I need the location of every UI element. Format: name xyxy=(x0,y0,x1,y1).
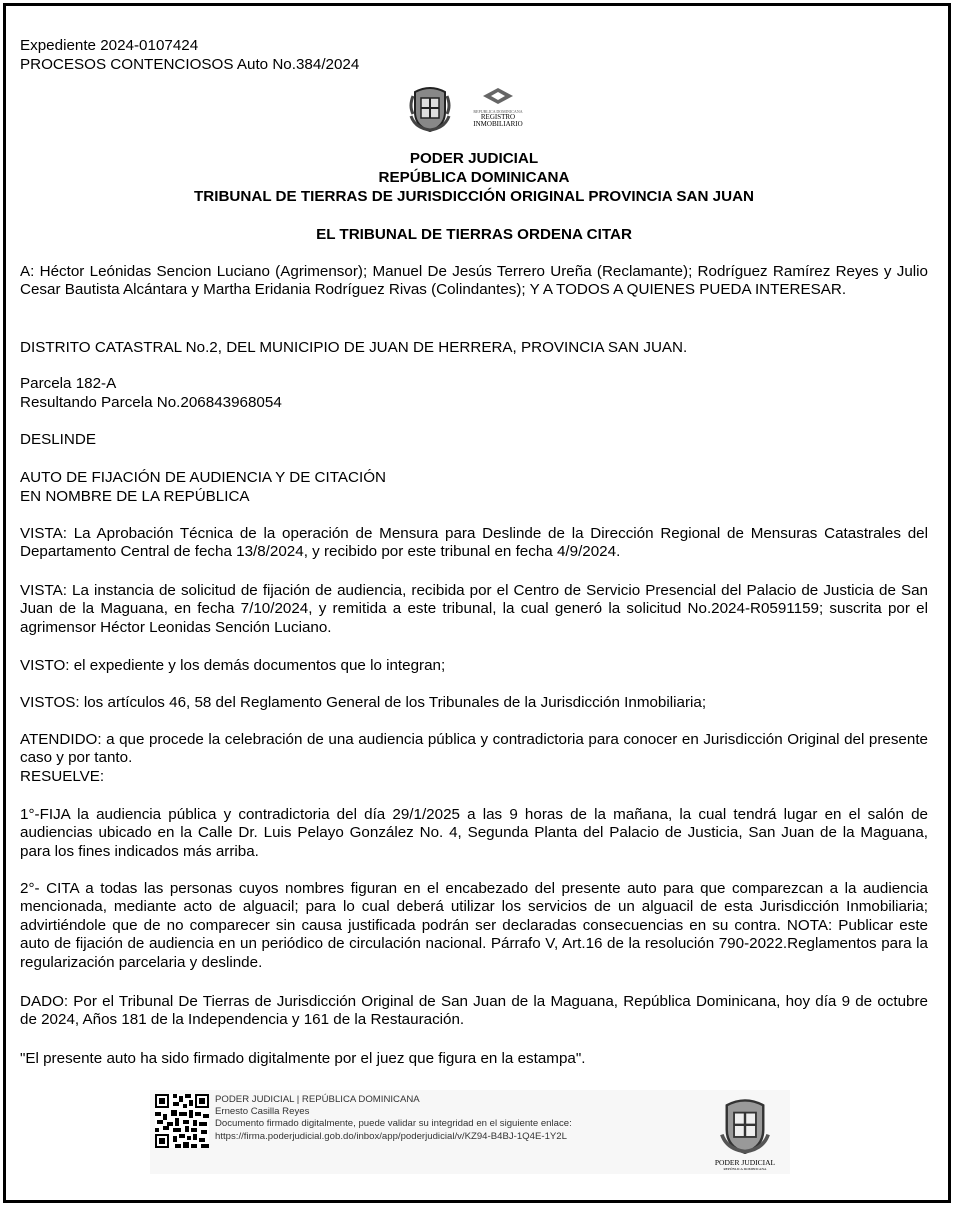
seal-coat-of-arms-icon xyxy=(717,1098,773,1154)
visto-paragraph: VISTO: el expediente y los demás documentos que lo integran; xyxy=(20,657,446,674)
vista-paragraph-2: VISTA: La instancia de solicitud de fijación de audiencia, recibida por el Centro de Servicio Presencial del Palacio de Justicia de San Juan de la Maguana, en fecha 7/10/2024, y remitida a este tribunal, la cual generó la solicitud No.2024-R0591159; suscrita por el agrimensor Héctor Leonidas Sención Luciano. xyxy=(20,582,928,636)
title-poder-judicial: PODER JUDICIAL xyxy=(409,150,539,167)
coat-of-arms-icon xyxy=(409,86,451,132)
addressees-paragraph: A: Héctor Leónidas Sencion Luciano (Agrimensor); Manuel De Jesús Terrero Ureña (Reclamante); Rodríguez Ramírez Reyes y Julio Cesar Bautista Alcántara y Martha Eridania Rodríguez Rivas (Colindantes); Y A TODOS A QUIENES PUEDA INTERESAR. xyxy=(20,263,928,299)
seal-caption-2: REPÚBLICA DOMINICANA xyxy=(723,1167,767,1171)
vistos-paragraph: VISTOS: los artículos 46, 58 del Reglamento General de los Tribunales de la Jurisdicción Inmobiliaria; xyxy=(20,694,707,711)
title-tribunal: TRIBUNAL DE TIERRAS DE JURISDICCIÓN ORIGINAL PROVINCIA SAN JUAN xyxy=(193,188,755,205)
auto-title-line2: EN NOMBRE DE LA REPÚBLICA xyxy=(20,488,250,505)
qr-code-icon[interactable] xyxy=(155,1094,209,1148)
firmado-note: "El presente auto ha sido firmado digitalmente por el juez que figura en la estampa". xyxy=(20,1050,586,1067)
dado-paragraph: DADO: Por el Tribunal De Tierras de Jurisdicción Original de San Juan de la Maguana, República Dominicana, hoy día 9 de octubre de 2024, Años 181 de la Independencia y 161 de la Restauración. xyxy=(20,993,928,1029)
signature-note: Documento firmado digitalmente, puede validar su integridad en el siguiente enlace: xyxy=(215,1118,572,1130)
inmobiliario-text: INMOBILIARIO xyxy=(473,120,523,128)
signature-org: PODER JUDICIAL | REPÚBLICA DOMINICANA xyxy=(215,1094,420,1105)
registro-inmobiliario-logo xyxy=(465,88,531,132)
distrito-line: DISTRITO CATASTRAL No.2, DEL MUNICIPIO DE JUAN DE HERRERA, PROVINCIA SAN JUAN. xyxy=(20,339,688,356)
order-heading: EL TRIBUNAL DE TIERRAS ORDENA CITAR xyxy=(316,226,632,243)
header-logos xyxy=(405,84,535,134)
procesos-line: PROCESOS CONTENCIOSOS Auto No.384/2024 xyxy=(20,56,360,73)
seal-caption-1: PODER JUDICIAL xyxy=(714,1158,776,1167)
signer-name: Ernesto Casilla Reyes xyxy=(215,1106,310,1118)
registro-text: REGISTRO xyxy=(480,113,516,121)
resuelve-heading: RESUELVE: xyxy=(20,768,105,785)
signature-details xyxy=(215,1094,572,1143)
diamond-logo-icon xyxy=(483,88,513,104)
deslinde-line: DESLINDE xyxy=(20,431,96,448)
validation-link[interactable]: https://firma.poderjudicial.gob.do/inbox/app/poderjudicial/v/KZ94-B4BJ-1Q4E-1Y2L xyxy=(215,1130,567,1142)
poder-judicial-seal xyxy=(705,1098,785,1176)
vista-paragraph-1: VISTA: La Aprobación Técnica de la operación de Mensura para Deslinde de la Dirección Regional de Mensuras Catastrales del Departamento Central de fecha 13/8/2024, y recibido por este tribunal en fecha 4/9/2024. xyxy=(20,525,928,561)
fija-paragraph: 1°-FIJA la audiencia pública y contradictoria del día 29/1/2025 a las 9 horas de la mañana, la cual tendrá lugar en el salón de audiencias ubicado en la Calle Dr. Luis Pelayo González No. 4, Segunda Planta del Palacio de Justicia, San Juan de la Maguana, para los fines indicados más arriba. xyxy=(20,806,928,860)
title-republica: REPÚBLICA DOMINICANA xyxy=(378,169,570,186)
parcela-line: Parcela 182-A xyxy=(20,375,117,392)
registro-small-text: REPUBLICA DOMINICANA xyxy=(473,109,523,114)
resultando-line: Resultando Parcela No.206843968054 xyxy=(20,394,282,411)
cita-paragraph: 2°- CITA a todas las personas cuyos nombres figuran en el encabezado del presente auto para que comparezcan a la audiencia mencionada, mediante acto de alguacil; para lo cual deberá utilizar los servicios de un alguacil de esta Jurisdicción Inmobiliaria; advirtiéndole que de no comparecer sin causa justificada podrán ser declaradas consecuencias en su contra. NOTA: Publicar este auto de fijación de audiencia en un periódico de circulación nacional. Párrafo V, Art.16 de la resolución 790-2022.Reglamentos para la regularización parcelaria y deslinde. xyxy=(20,880,928,971)
auto-title-line1: AUTO DE FIJACIÓN DE AUDIENCIA Y DE CITACIÓN xyxy=(20,469,386,486)
expediente-number: Expediente 2024-0107424 xyxy=(20,37,199,54)
atendido-paragraph: ATENDIDO: a que procede la celebración de una audiencia pública y contradictoria para conocer en Jurisdicción Original del presente caso y por tanto. xyxy=(20,731,928,767)
